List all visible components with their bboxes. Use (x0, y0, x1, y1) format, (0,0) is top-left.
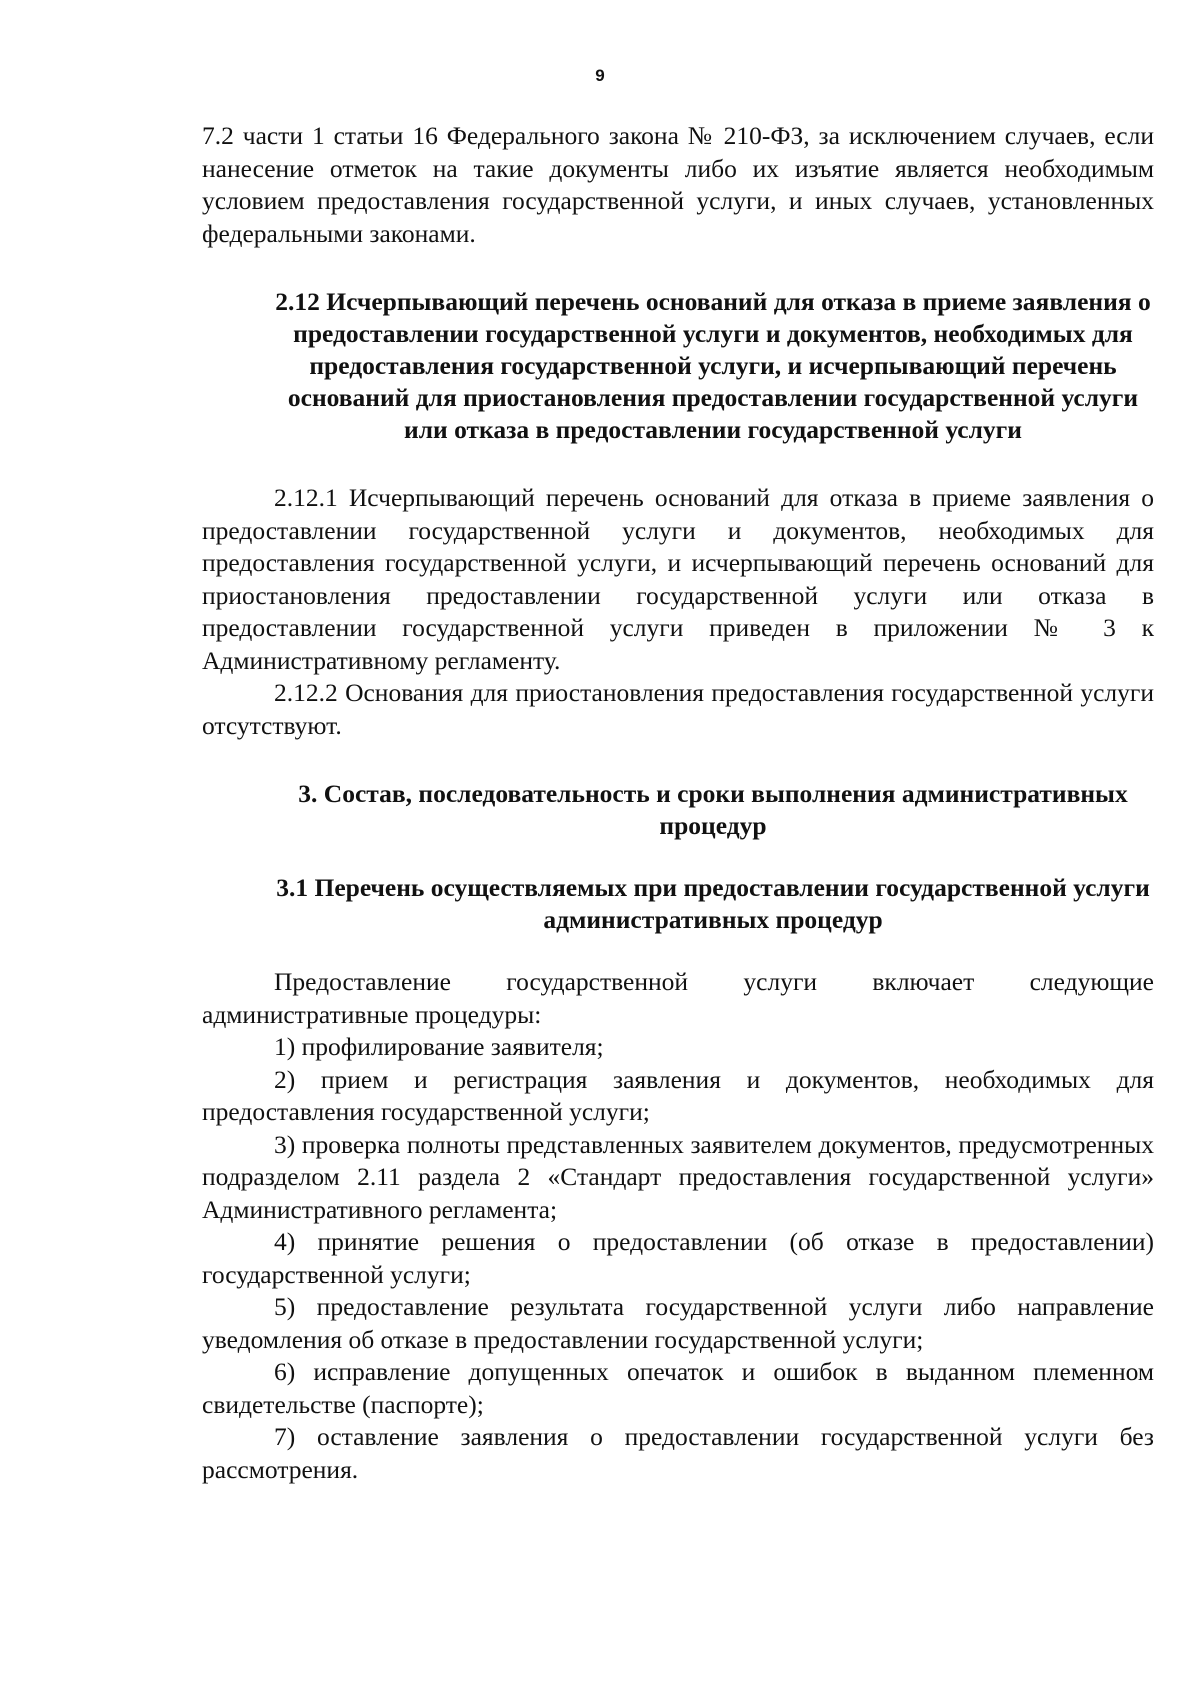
section-heading-2-12: 2.12 Исчерпывающий перечень оснований для отказа в приеме заявления о предоставлении государственной услуги и документов, необходимых для предоставления государственной услуги, и исчерпывающий перечень оснований для приостановления предоставлении государственной услуги или отказа в предоставлении государственной услуги (275, 287, 1151, 444)
procedure-item: 3) проверка полноты представленных заявителем документов, предусмотренных подразделом 2.11 раздела 2 «Стандарт предоставления государственной услуги» Административного регламента; (202, 1129, 1154, 1224)
paragraph-2-12-2: 2.12.2 Основания для приостановления предоставления государственной услуги отсутствуют. (202, 678, 1154, 740)
procedure-item: 1) профилирование заявителя; (274, 1032, 604, 1061)
page-body (202, 120, 1154, 1486)
spacer (202, 842, 1154, 872)
procedure-item: 5) предоставление результата государственной услуги либо направление уведомления об отказе в предоставлении государственной услуги; (202, 1292, 1154, 1354)
procedure-item: 7) оставление заявления о предоставлении государственной услуги без рассмотрения. (202, 1422, 1154, 1484)
section-heading-3: 3. Состав, последовательность и сроки выполнения административных процедур (298, 779, 1128, 840)
spacer (202, 446, 1154, 482)
section-heading-3-1: 3.1 Перечень осуществляемых при предоставлении государственной услуги административных процедур (276, 873, 1150, 934)
spacer (202, 250, 1154, 286)
procedure-item: 4) принятие решения о предоставлении (об отказе в предоставлении) государственной услуги; (202, 1227, 1154, 1289)
procedure-item: 6) исправление допущенных опечаток и ошибок в выданном племенном свидетельстве (паспорте); (202, 1357, 1154, 1419)
procedure-item: 2) прием и регистрация заявления и документов, необходимых для предоставления государственной услуги; (202, 1064, 1154, 1126)
intro-paragraph: 7.2 части 1 статьи 16 Федерального закона № 210-ФЗ, за исключением случаев, если нанесение отметок на такие документы либо их изъятие является необходимым условием предоставления государственной услуги, и иных случаев, установленных федеральными законами. (202, 121, 1154, 248)
spacer (202, 742, 1154, 778)
page-number: 9 (595, 66, 605, 85)
paragraph-2-12-1: 2.12.1 Исчерпывающий перечень оснований для отказа в приеме заявления о предоставлении государственной услуги и документов, необходимых для предоставления государственной услуги, и исчерпывающий перечень оснований для приостановления предоставлении государственной услуги или отказа в предоставлении государственной услуги приведен в приложении № 3 к Административному регламенту. (202, 483, 1154, 675)
spacer (202, 936, 1154, 966)
procedures-intro: Предоставление государственной услуги включает следующие административные процедуры: (202, 967, 1154, 1029)
